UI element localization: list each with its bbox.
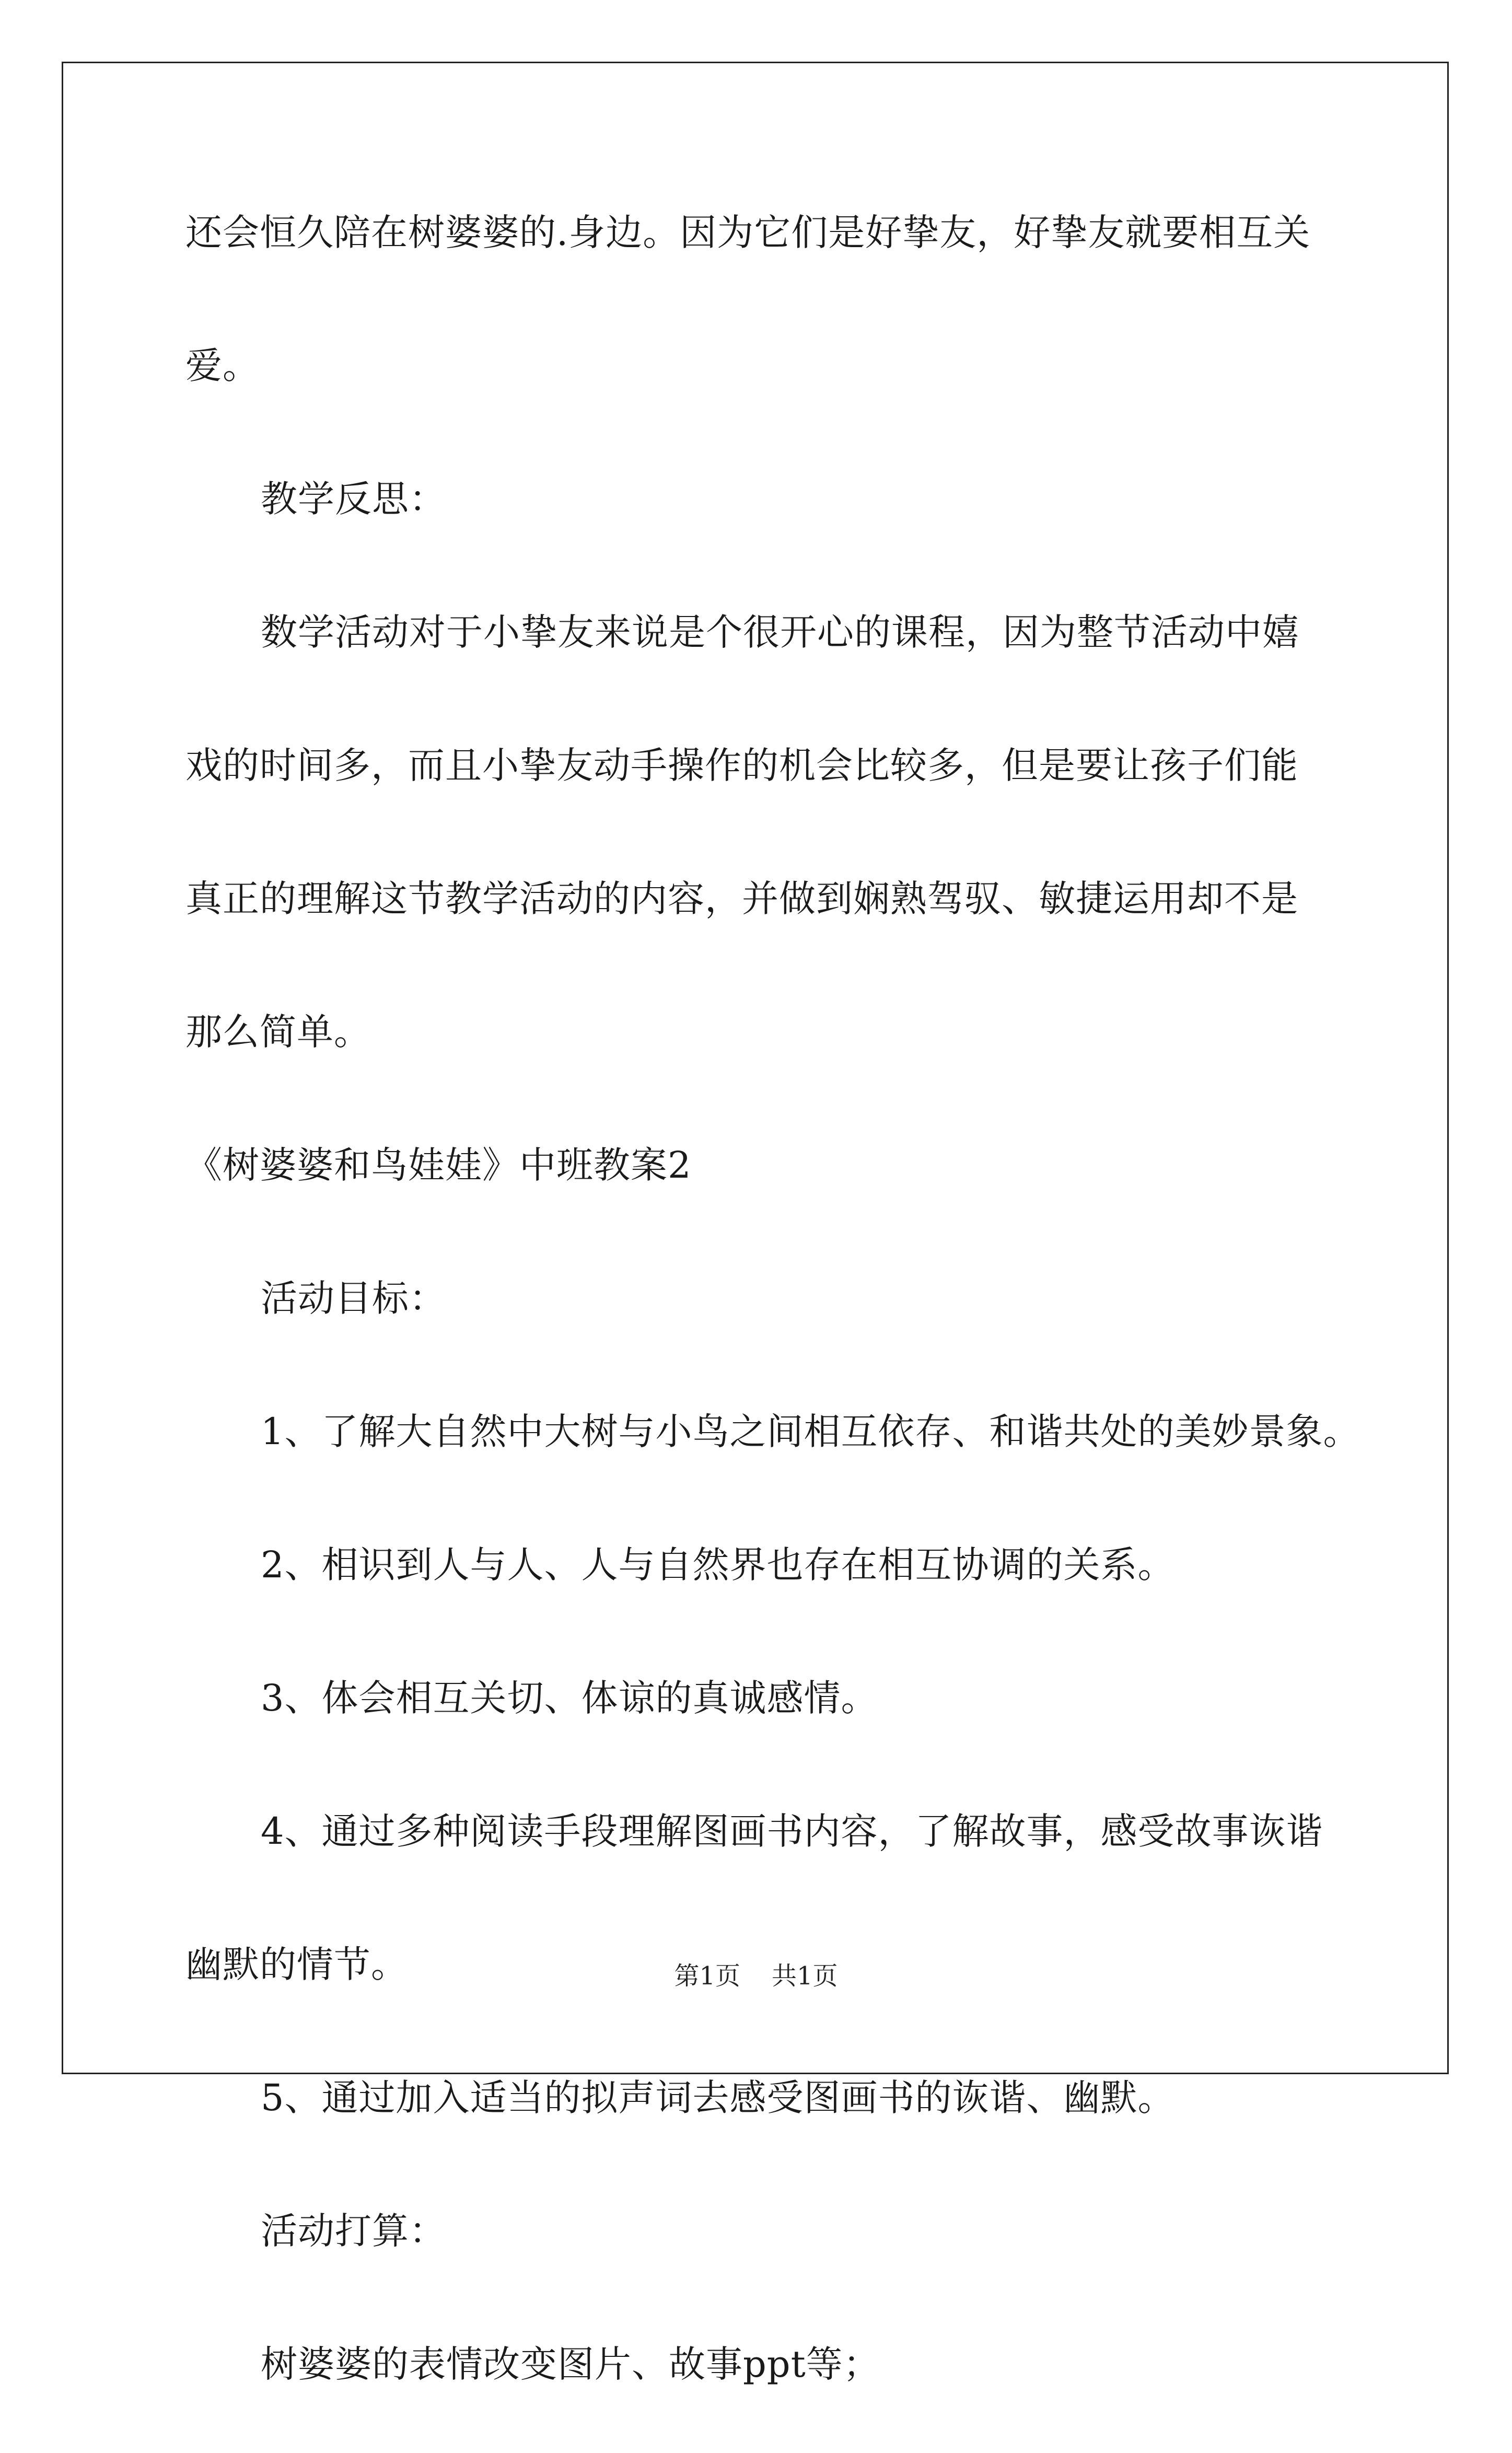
goal-item: 3、体会相互关切、体谅的真诚感情。 — [261, 1677, 878, 1719]
document-body — [185, 188, 1360, 2453]
text-line: 那么简单。 — [185, 1010, 371, 1053]
text-line: 还会恒久陪在树婆婆的.身边。因为它们是好挚友，好挚友就要相互关 — [185, 211, 1311, 254]
text-line: 幽默的情节。 — [185, 1943, 408, 1986]
goal-item: 5、通过加入适当的拟声词去感受图画书的诙谐、幽默。 — [261, 2076, 1175, 2119]
text-line: 树婆婆的表情改变图片、故事ppt等； — [261, 2343, 880, 2386]
section-heading-preparation: 活动打算： — [261, 2210, 446, 2252]
lesson-title: 《树婆婆和鸟娃娃》中班教案2 — [185, 1144, 692, 1187]
text-line: 爱。 — [185, 344, 260, 387]
section-heading-goals: 活动目标： — [261, 1277, 446, 1320]
page-number-current: 第1页 — [674, 1961, 740, 1991]
goal-item: 4、通过多种阅读手段理解图画书内容，了解故事，感受故事诙谐 — [261, 1810, 1323, 1853]
text-line: 真正的理解这节教学活动的内容，并做到娴熟驾驭、敏捷运用却不是 — [185, 877, 1298, 920]
section-heading-reflection: 教学反思： — [261, 478, 446, 520]
page-footer — [0, 1960, 1512, 1992]
goal-item: 2、相识到人与人、人与自然界也存在相互协调的关系。 — [261, 1543, 1175, 1586]
text-line: 数学活动对于小挚友来说是个很开心的课程，因为整节活动中嬉 — [261, 611, 1299, 654]
page-number-total: 共1页 — [772, 1961, 838, 1991]
text-line: 戏的时间多，而且小挚友动手操作的机会比较多，但是要让孩子们能 — [185, 744, 1298, 787]
goal-item: 1、了解大自然中大树与小鸟之间相互依存、和谐共处的美妙景象。 — [261, 1410, 1360, 1453]
